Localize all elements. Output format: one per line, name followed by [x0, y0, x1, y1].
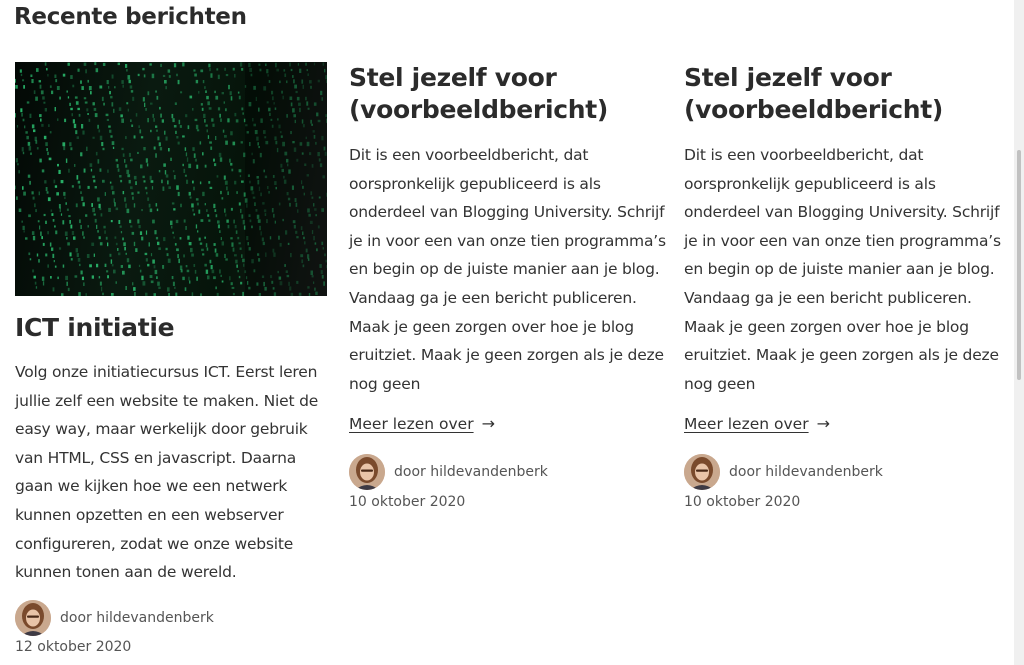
post-date[interactable]: 10 oktober 2020 — [349, 494, 466, 510]
code-column — [36, 68, 89, 296]
code-column — [149, 63, 204, 296]
code-column — [168, 69, 220, 296]
post-date[interactable]: 12 oktober 2020 — [15, 639, 132, 655]
arrow-right-icon: → — [481, 414, 495, 433]
avatar-icon — [349, 454, 385, 490]
code-column — [112, 75, 165, 297]
post-author — [15, 600, 214, 636]
code-column — [15, 63, 51, 296]
code-column — [30, 75, 83, 297]
read-more-label: Meer lezen over — [349, 414, 474, 433]
matrix-code-image[interactable] — [15, 62, 327, 296]
code-column — [63, 74, 116, 296]
avatar[interactable] — [684, 454, 720, 490]
code-column — [200, 70, 252, 297]
post-excerpt: Volg onze initiatiecursus ICT. Eerst leren jullie zelf een website te maken. Niet de easy way, maar werkelijk door gebruik van HTML, CSS en javascript. Daarna gaan we kijken hoe we een netwerk kunnen opzetten en een webserver configureren, zodat we onze website kunnen tonen aan de wereld. — [15, 363, 319, 582]
post-title[interactable]: ICT initiatie — [15, 313, 175, 342]
code-column — [125, 64, 177, 296]
code-column — [94, 62, 147, 296]
code-column — [174, 63, 228, 296]
post-title[interactable]: Stel jezelf voor (voorbeeldbericht) — [684, 63, 944, 124]
read-more-link[interactable] — [349, 414, 495, 433]
avatar[interactable] — [349, 454, 385, 490]
code-column — [54, 75, 106, 297]
post-excerpt: Dit is een voorbeeldbericht, dat oorspronkelijk gepubliceerd is als onderdeel van Blogging University. Schrijf je in voor een van onze tien programma’s en begin op de juiste manier aan je blog. Vandaag ga je een bericht publiceren. Maak je geen zorgen over hoe je blog eruitziet. Maak je geen zorgen als je deze nog geen — [349, 146, 666, 393]
scrollbar-thumb[interactable] — [1017, 150, 1021, 380]
post-excerpt: Dit is een voorbeeldbericht, dat oorspronkelijk gepubliceerd is als onderdeel van Blogging University. Schrijf je in voor een van onze tien programma’s en begin op de juiste manier aan je blog. Vandaag ga je een bericht publiceren. Maak je geen zorgen over hoe je blog eruitziet. Maak je geen zorgen als je deze nog geen — [684, 146, 1001, 393]
post-date[interactable]: 10 oktober 2020 — [684, 494, 801, 510]
code-column — [68, 63, 121, 296]
post-author — [349, 454, 548, 490]
arrow-right-icon: → — [816, 414, 830, 433]
scrollbar[interactable] — [1014, 0, 1024, 665]
code-column — [45, 62, 101, 296]
author-name[interactable]: door hildevandenberk — [394, 464, 548, 480]
post-author — [684, 454, 883, 490]
code-column — [20, 69, 74, 296]
section-title: Recente berichten — [14, 4, 247, 30]
code-column — [138, 74, 190, 296]
read-more-link[interactable] — [684, 414, 830, 433]
post-title[interactable]: Stel jezelf voor (voorbeeldbericht) — [349, 63, 609, 124]
author-name[interactable]: door hildevandenberk — [60, 610, 214, 626]
avatar-icon — [15, 600, 51, 636]
avatar-icon — [684, 454, 720, 490]
code-column — [118, 63, 173, 296]
code-column — [15, 68, 59, 296]
read-more-label: Meer lezen over — [684, 414, 809, 433]
author-name[interactable]: door hildevandenberk — [729, 464, 883, 480]
matrix-code-graphic — [15, 62, 327, 296]
avatar[interactable] — [15, 600, 51, 636]
